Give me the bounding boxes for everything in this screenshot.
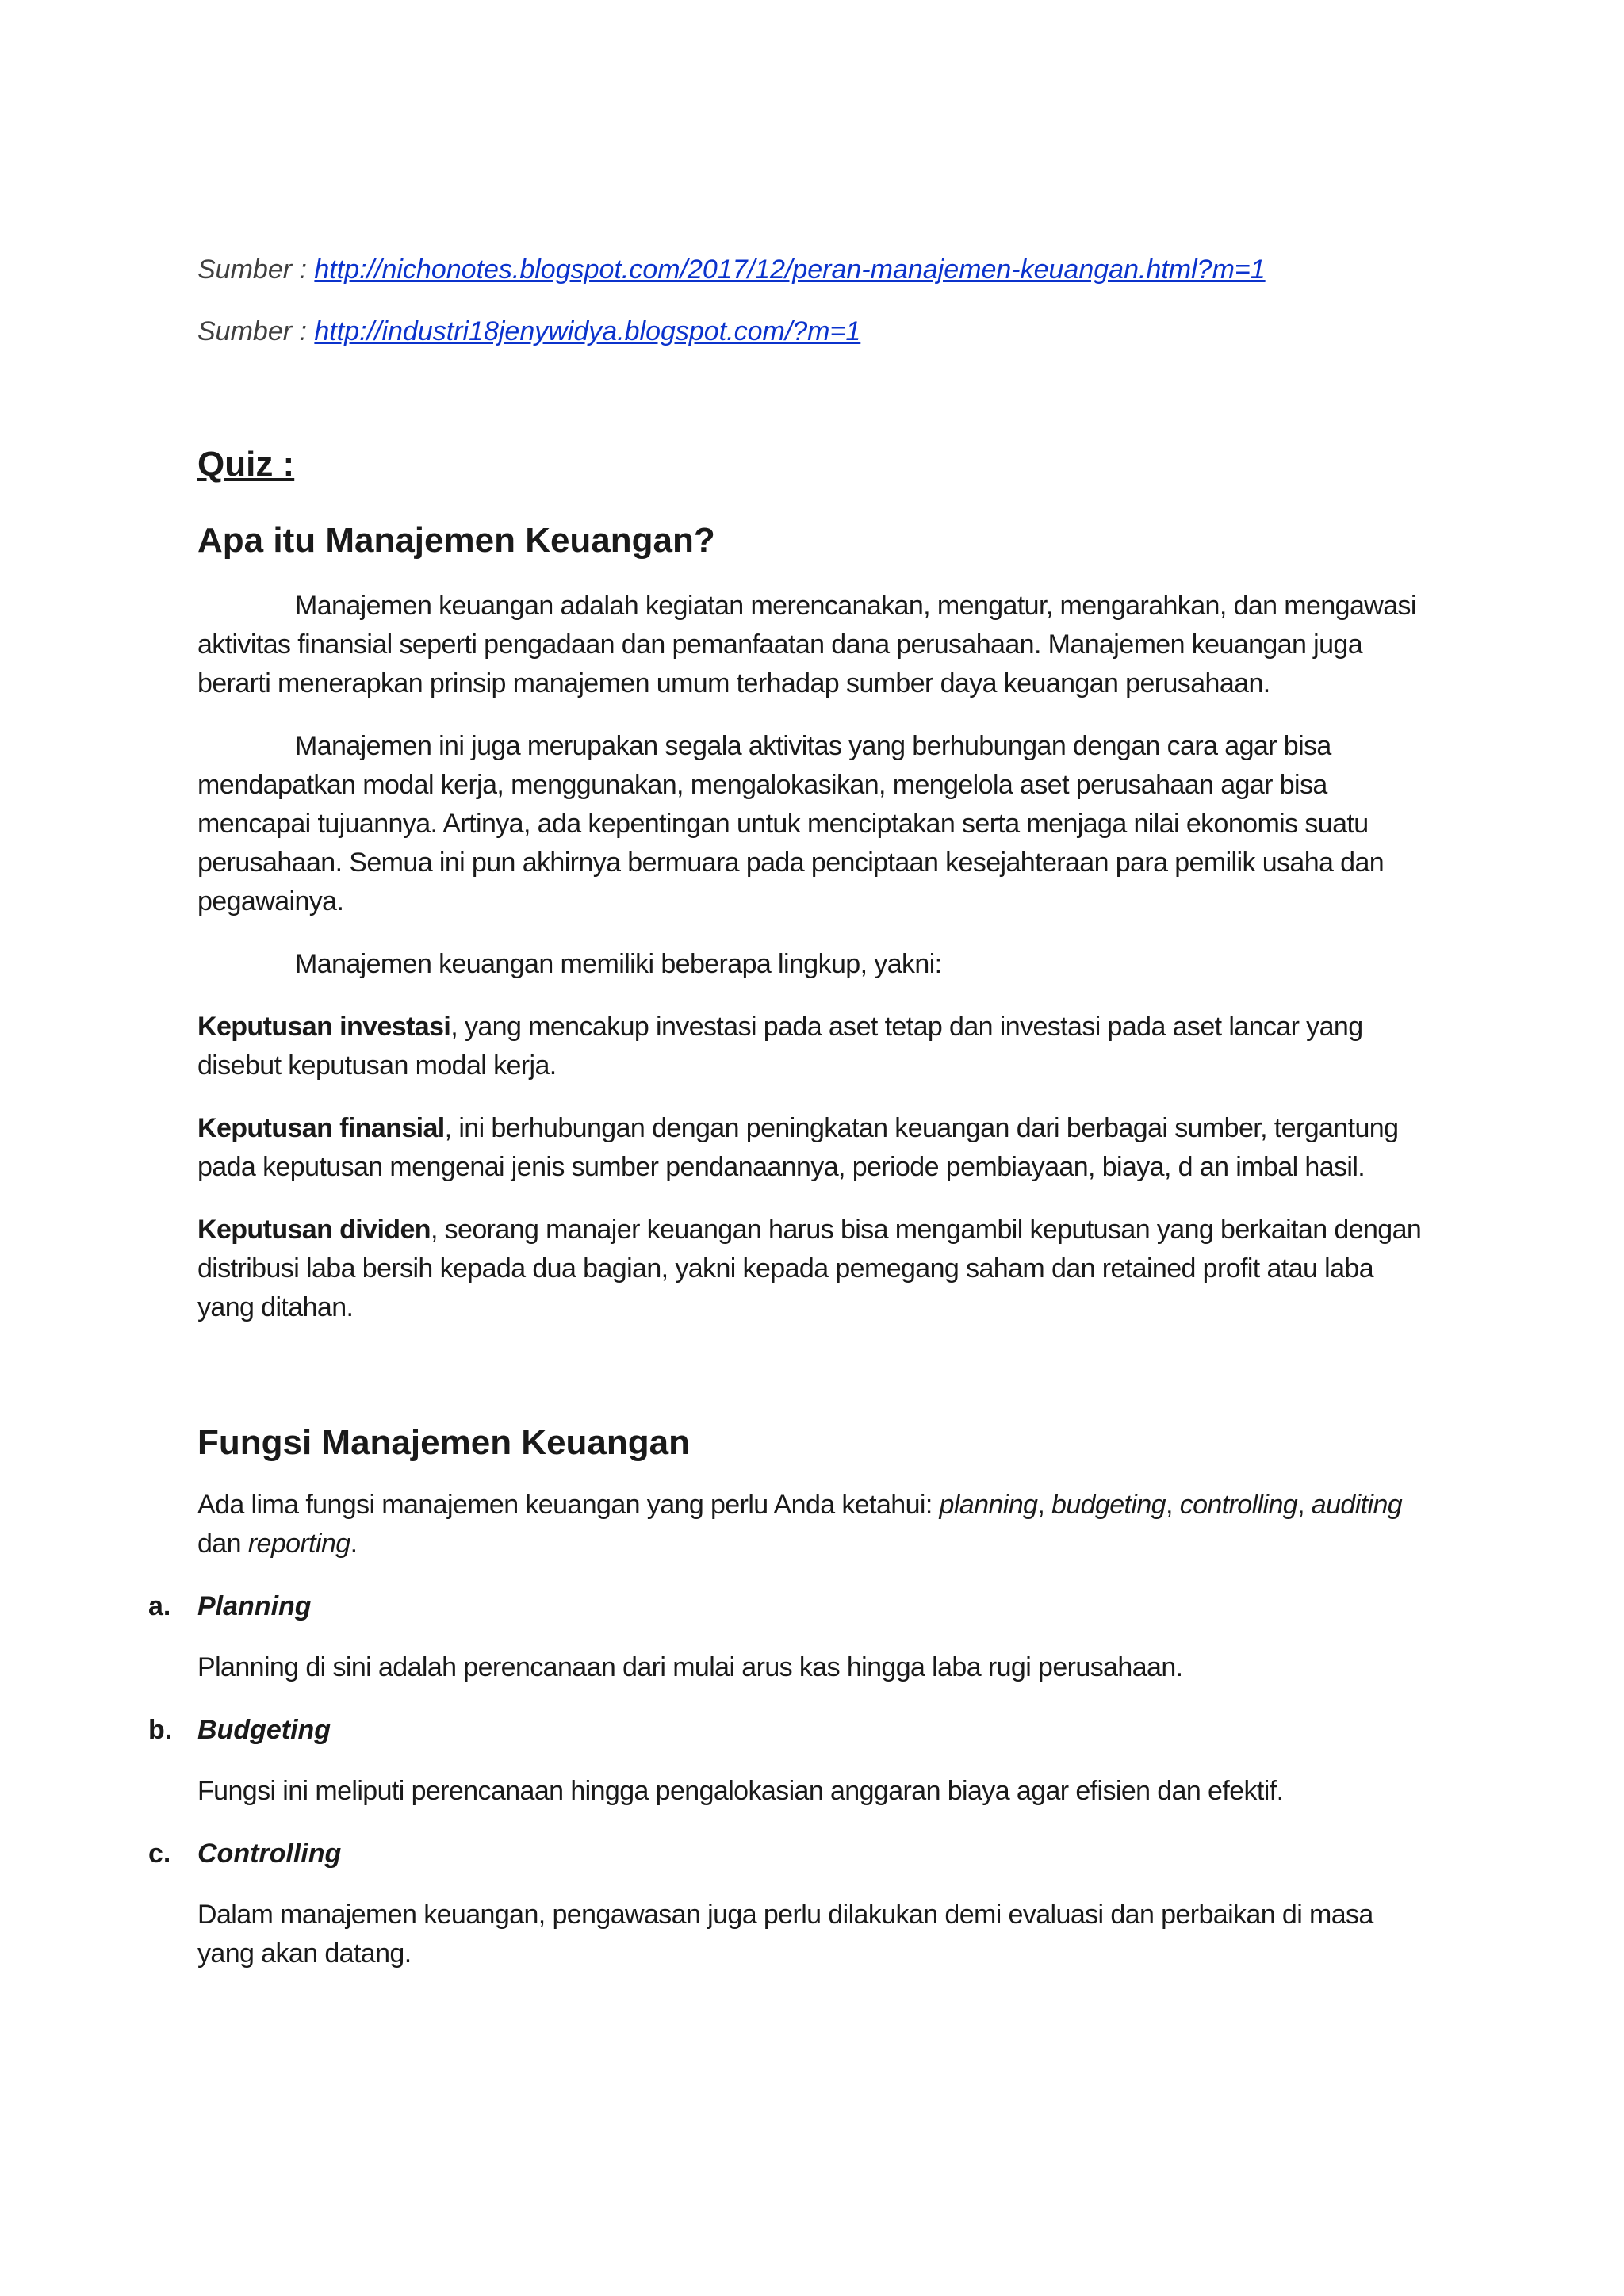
intro-sep: , — [1037, 1490, 1052, 1520]
intro-term-budgeting: budgeting — [1051, 1490, 1166, 1520]
functions-intro — [197, 1486, 1434, 1563]
source-line-2 — [197, 314, 1434, 349]
intro-sep: , — [1165, 1490, 1180, 1520]
intro-sep: , — [1297, 1490, 1312, 1520]
list-item-desc: Dalam manajemen keuangan, pengawasan juga perlu dilakukan demi evaluasi dan perbaikan di masa yang akan datang. — [197, 1900, 1373, 1969]
list-item-desc: Planning di sini adalah perencanaan dari mulai arus kas hingga laba rugi perusahaan. — [197, 1652, 1183, 1682]
intro-term-planning: planning — [939, 1490, 1038, 1520]
intro-sep: dan — [197, 1529, 248, 1559]
list-marker: c. — [148, 1839, 171, 1869]
list-item-desc: Fungsi ini meliputi perencanaan hingga pengalokasian anggaran biaya agar efisien dan efektif. — [197, 1776, 1284, 1806]
intro-end: . — [350, 1529, 358, 1559]
paragraph: Manajemen ini juga merupakan segala aktivitas yang berhubungan dengan cara agar bisa mendapatkan modal kerja, menggunakan, mengalokasikan, mengelola aset perusahaan agar bisa mencapai tujuannya. Artinya, ada kepentingan untuk menciptakan serta menjaga nilai ekonomis suatu perusahaan. Semua ini pun akhirnya bermuara pada penciptaan kesejahteraan para pemilik usaha dan pegawainya. — [197, 731, 1385, 916]
quiz-heading: Quiz : — [197, 445, 295, 484]
list-item-planning — [148, 1587, 1434, 1626]
list-item-title: Controlling — [197, 1839, 342, 1869]
scope-finansial — [197, 1109, 1434, 1187]
intro-text: Ada lima fungsi manajemen keuangan yang perlu Anda ketahui: — [197, 1490, 940, 1520]
scope-term: Keputusan investasi — [197, 1012, 451, 1042]
scope-text: , ini berhubungan dengan peningkatan keuangan dari berbagai sumber, tergantung pada keputusan mengenai jenis sumber pendanaannya, periode pembiayaan, biaya, d an imbal hasil. — [197, 1113, 1399, 1182]
intro-term-auditing: auditing — [1311, 1490, 1403, 1520]
section-heading-what-is: Apa itu Manajemen Keuangan? — [197, 521, 715, 560]
scope-term: Keputusan dividen — [197, 1215, 431, 1245]
list-item-budgeting — [148, 1711, 1434, 1750]
scope-investasi — [197, 1008, 1434, 1085]
section-heading-functions: Fungsi Manajemen Keuangan — [197, 1423, 690, 1462]
source-link-2[interactable]: http://industri18jenywidya.blogspot.com/?m=1 — [314, 316, 861, 346]
intro-term-controlling: controlling — [1179, 1490, 1298, 1520]
list-item-controlling — [148, 1835, 1434, 1873]
page-content — [148, 252, 1434, 1997]
source-label: Sumber : — [197, 254, 315, 285]
intro-term-reporting: reporting — [247, 1529, 350, 1559]
scope-text: , yang mencakup investasi pada aset tetap dan investasi pada aset lancar yang disebut keputusan modal kerja. — [197, 1012, 1363, 1081]
paragraph: Manajemen keuangan adalah kegiatan merencanakan, mengatur, mengarahkan, dan mengawasi aktivitas finansial seperti pengadaan dan pemanfaatan dana perusahaan. Manajemen keuangan juga berarti menerapkan prinsip manajemen umum terhadap sumber daya keuangan perusahaan. — [197, 591, 1416, 698]
list-item-title: Planning — [197, 1591, 312, 1621]
list-marker: a. — [148, 1591, 171, 1621]
list-item-title: Budgeting — [197, 1715, 331, 1745]
source-line-1 — [197, 252, 1434, 287]
source-link-1[interactable]: http://nichonotes.blogspot.com/2017/12/peran-manajemen-keuangan.html?m=1 — [314, 254, 1266, 285]
source-label: Sumber : — [197, 316, 315, 346]
scope-term: Keputusan finansial — [197, 1113, 445, 1143]
scope-text: , seorang manajer keuangan harus bisa mengambil keputusan yang berkaitan dengan distribusi laba bersih kepada dua bagian, yakni kepada pemegang saham dan retained profit atau laba yang ditahan. — [197, 1215, 1422, 1322]
paragraph: Manajemen keuangan memiliki beberapa lingkup, yakni: — [295, 949, 942, 979]
scope-dividen — [197, 1211, 1434, 1327]
list-marker: b. — [148, 1715, 173, 1745]
